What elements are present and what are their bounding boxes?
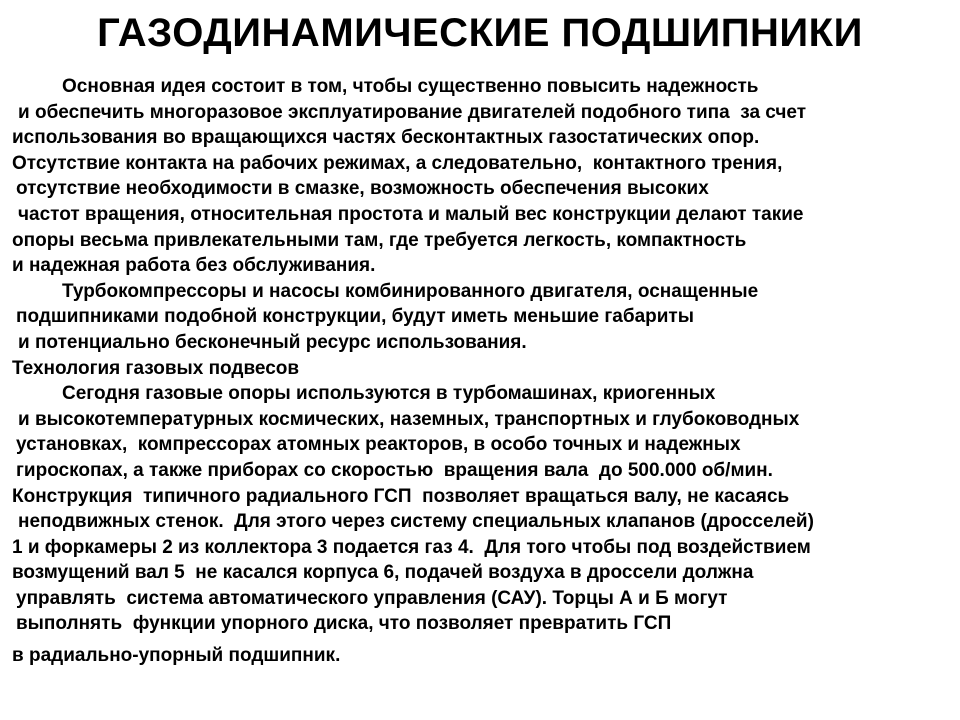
text-line: Сегодня газовые опоры используются в турбомашинах, криогенных [62, 383, 716, 405]
text-line: установках, компрессорах атомных реакторов, в особо точных и надежных [16, 434, 741, 456]
text-line: и обеспечить многоразовое эксплуатирование двигателей подобного типа за счет [18, 101, 807, 123]
text-line: неподвижных стенок. Для этого через систему специальных клапанов (дросселей) [18, 511, 814, 533]
text-line: Отсутствие контакта на рабочих режимах, а следовательно, контактного трения, [12, 152, 783, 174]
text-line: Турбокомпрессоры и насосы комбинированного двигателя, оснащенные [62, 280, 759, 302]
slide-title: ГАЗОДИНАМИЧЕСКИЕ ПОДШИПНИКИ [97, 11, 863, 55]
text-line: подшипниками подобной конструкции, будут иметь меньшие габариты [16, 306, 694, 328]
text-line: Основная идея состоит в том, чтобы существенно повысить надежность [62, 76, 759, 97]
text-line: и высокотемпературных космических, наземных, транспортных и глубоководных [18, 408, 800, 430]
text-line: Технология газовых подвесов [12, 357, 300, 379]
text-line: 1 и форкамеры 2 из коллектора 3 подается газ 4. Для того чтобы под воздействием [12, 536, 811, 558]
text-line: Конструкция типичного радиального ГСП позволяет вращаться валу, не касаясь [12, 485, 790, 507]
text-line: гироскопах, а также приборах со скоростью вращения вала до 500.000 об/мин. [16, 459, 773, 481]
text-line: возмущений вал 5 не касался корпуса 6, подачей воздуха в дроссели должна [12, 562, 754, 584]
text-line: и потенциально бесконечный ресурс использования. [18, 331, 527, 353]
slide-body-text [12, 74, 952, 669]
text-line: в радиально-упорный подшипник. [12, 645, 341, 667]
text-line: управлять система автоматического управления (САУ). Торцы А и Б могут [16, 587, 728, 609]
text-line: частот вращения, относительная простота и малый вес конструкции делают такие [18, 203, 804, 225]
text-line: и надежная работа без обслуживания. [12, 255, 376, 277]
text-line: отсутствие необходимости в смазке, возможность обеспечения высоких [16, 178, 709, 200]
text-line: использования во вращающихся частях бесконтактных газостатических опор. [12, 127, 760, 149]
text-line: выполнять функции упорного диска, что позволяет превратить ГСП [16, 613, 672, 635]
text-line: опоры весьма привлекательными там, где требуется легкость, компактность [12, 229, 747, 251]
